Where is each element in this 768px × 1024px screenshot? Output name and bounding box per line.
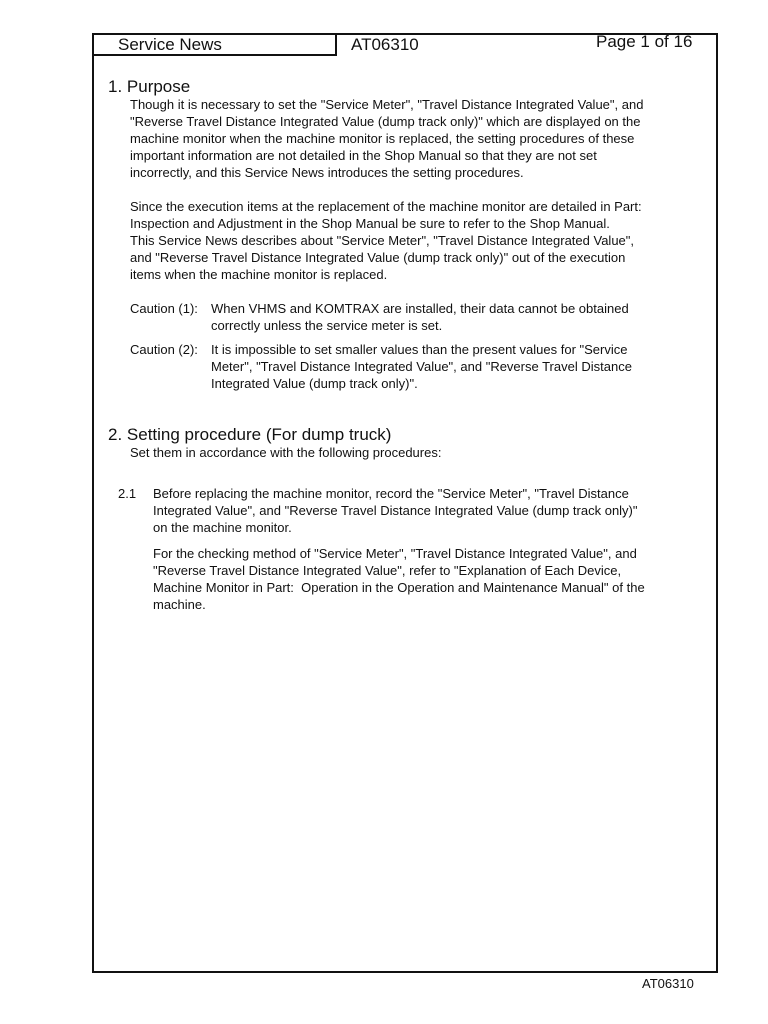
step-paragraph-2: For the checking method of "Service Meter", "Travel Distance Integrated Value", and "Reverse Travel Distance Integrated Value", refer to "Explanation of Each Device, Machine Monitor in Part: Operation in the Operation and Maintenance Manual" of the machine.	[153, 546, 645, 612]
page-number: Page 1 of 16	[596, 32, 693, 51]
caution-2-label: Caution (2):	[130, 342, 198, 357]
section-2-intro: Set them in accordance with the following procedures:	[130, 445, 442, 460]
purpose-paragraph-1: Though it is necessary to set the "Service Meter", "Travel Distance Integrated Value", and "Reverse Travel Distance Integrated Value (dump track only)" which are displayed on the machine monitor when the machine monitor is replaced, the setting procedures of these important information are not detailed in the Shop Manual so that they are not set incorrectly, and this Service News introduces the setting procedures.	[130, 97, 644, 180]
header-document-number: AT06310	[351, 35, 419, 54]
footer-document-number: AT06310	[642, 976, 694, 991]
step-paragraph-1: Before replacing the machine monitor, record the "Service Meter", "Travel Distance Integrated Value", and "Reverse Travel Distance Integrated Value (dump track only)" on the machine monitor.	[153, 486, 638, 535]
step-number: 2.1	[118, 486, 137, 501]
section-1-heading: 1. Purpose	[108, 77, 191, 96]
section-2-heading: 2. Setting procedure (For dump truck)	[108, 425, 392, 444]
caution-1-text: When VHMS and KOMTRAX are installed, their data cannot be obtained correctly unless the service meter is set.	[211, 301, 629, 333]
purpose-paragraph-2: Since the execution items at the replacement of the machine monitor are detailed in Part: Inspection and Adjustment in the Shop Manual be sure to refer to the Shop Manual. This Service News describes about "Service Meter", "Travel Distance Integrated Value", and "Reverse Travel Distance Integrated Value (dump track only)" out of the execution items when the machine monitor is replaced.	[130, 199, 642, 282]
caution-2-text: It is impossible to set smaller values than the present values for "Service Meter", "Travel Distance Integrated Value", and "Reverse Travel Distance Integrated Value (dump track only)".	[211, 342, 632, 391]
caution-1-label: Caution (1):	[130, 301, 198, 316]
header-title: Service News	[118, 35, 222, 54]
